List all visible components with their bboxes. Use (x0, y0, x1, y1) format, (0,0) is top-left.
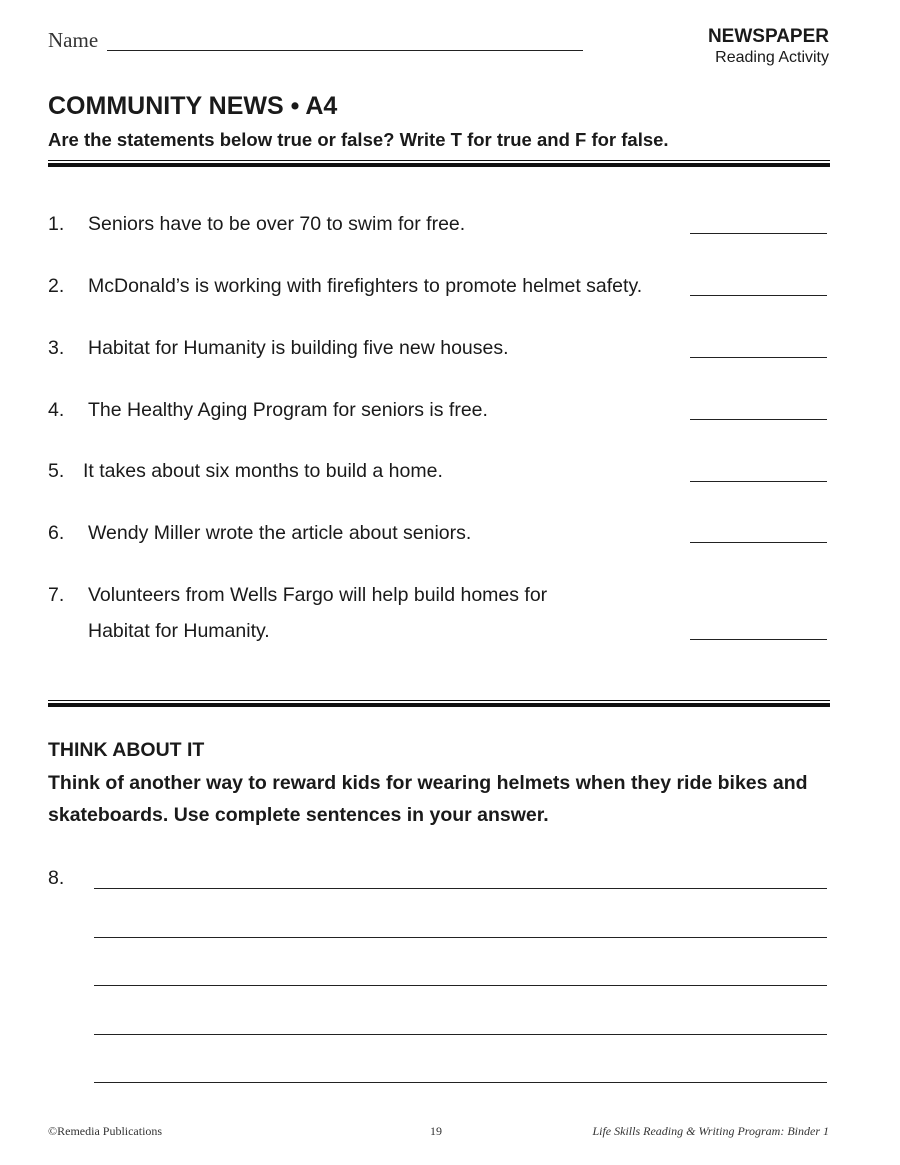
footer-publisher: ©Remedia Publications (48, 1124, 163, 1138)
answer-blank[interactable] (690, 639, 827, 640)
name-label: Name (48, 28, 99, 52)
divider (48, 163, 830, 167)
answer-blank[interactable] (690, 295, 827, 296)
answer-blank[interactable] (690, 481, 827, 482)
question-text: Volunteers from Wells Fargo will help build homes for (88, 584, 548, 606)
name-field[interactable] (107, 50, 583, 51)
page-number: 19 (430, 1124, 442, 1138)
question-text: Habitat for Humanity is building five new houses. (88, 337, 509, 359)
question-text: McDonald’s is working with firefighters to promote helmet safety. (88, 275, 643, 297)
question-number: 1. (48, 213, 65, 235)
writing-line[interactable] (94, 985, 827, 986)
divider (48, 703, 830, 707)
question-number: 5. (48, 460, 65, 482)
writing-line[interactable] (94, 1034, 827, 1035)
writing-line[interactable] (94, 937, 827, 938)
question-text: Seniors have to be over 70 to swim for free. (88, 213, 466, 235)
think-about-it-heading: THINK ABOUT IT (48, 739, 205, 761)
question-number: 3. (48, 337, 65, 359)
question-number: 4. (48, 399, 65, 421)
section-title: NEWSPAPER (707, 26, 829, 47)
question-number: 2. (48, 275, 65, 297)
question-number: 6. (48, 522, 65, 544)
divider (48, 160, 830, 161)
question-number: 7. (48, 584, 65, 606)
answer-blank[interactable] (690, 542, 827, 543)
footer-program: Life Skills Reading & Writing Program: Binder 1 (592, 1124, 829, 1138)
answer-blank[interactable] (690, 233, 827, 234)
question-text: The Healthy Aging Program for seniors is free. (88, 399, 488, 421)
answer-blank[interactable] (690, 357, 827, 358)
question-text: Wendy Miller wrote the article about seniors. (88, 522, 472, 544)
divider (48, 700, 830, 701)
section-subtitle: Reading Activity (715, 49, 829, 66)
answer-blank[interactable] (690, 419, 827, 420)
think-about-it-prompt: Think of another way to reward kids for wearing helmets when they ride bikes and skateboards. Use complete sentences in your answer. (48, 772, 808, 826)
writing-line[interactable] (94, 1082, 827, 1083)
question-text: It takes about six months to build a home. (83, 460, 443, 482)
writing-line[interactable] (94, 888, 827, 889)
question-text-continued: Habitat for Humanity. (88, 620, 270, 642)
question-8-number: 8. (48, 867, 65, 889)
page-title: COMMUNITY NEWS • A4 (48, 92, 338, 120)
instructions: Are the statements below true or false? Write T for true and F for false. (48, 129, 669, 150)
section-header (708, 26, 829, 68)
